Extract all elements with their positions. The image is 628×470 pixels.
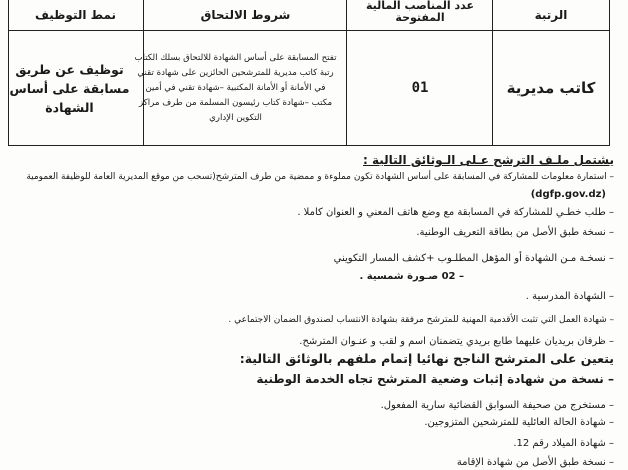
list-item: (dgfp.gov.dz) — [530, 189, 606, 200]
list-item: – الشهادة المدرسية . — [525, 291, 614, 302]
winner-heading: يتعين على المترشح الناجح نهائيا إتمام ملفهم بالوثائق التالية: — [239, 351, 614, 366]
cell-positions: 01 — [411, 80, 429, 96]
list-item: – نسخـة مـن الشهادة أو المؤهل المطلـوب +كشف المسار التكويني — [333, 253, 614, 264]
documents-heading: يشتمل ملـف الترشح عـلى الـوثائق التالية : — [362, 153, 614, 167]
header-rank: الرتبة — [534, 7, 568, 22]
list-item: – مستخرج من صحيفة السوابق القضائية سارية المفعول. — [380, 400, 614, 411]
list-item: – نسخة طبق الأصل من شهادة الإقامة — [456, 457, 614, 468]
cell-rank: كاتب مديرية — [506, 79, 596, 97]
list-item: – شهادة الميلاد رقم 12. — [513, 438, 614, 449]
list-item: – 02 صـورة شمسية . — [359, 271, 464, 282]
header-mode: نمط التوظيف — [34, 7, 117, 22]
header-conditions: شروط الالتحاق — [200, 7, 291, 22]
list-item: – استمارة معلومات للمشاركة في المسابقة على أساس الشهادة تكون مملوءة و ممضية من طرف المترشح(تسحب من موقع المديرية العامة للوظيفة العمومية — [26, 172, 614, 182]
list-item: – نسخة من شهادة إثبات وضعية المترشح تجاه الخدمة الوطنية — [256, 372, 614, 386]
list-item: – شهادة العمل التي تثبت الأقدمية المهنية للمترشح مرفقة بشهادة الانتساب لصندوق الضمان الاجتماعي . — [228, 315, 614, 325]
cell-conditions: تفتح المسابقة على أساس الشهادة للالتحاق بسلك الكتاب رتبة كاتب مديرية للمترشحين الحائزين على شهادة تقني في الأمانة أو الأمانة المكتبية –شهادة تقني في أمين مكتب –شهادة كتاب رئيسون المسلمة من طرف مراكز التكوين الإداري — [134, 52, 337, 123]
list-item: – نسخة طبق الأصل من بطاقة التعريف الوطنية. — [416, 227, 614, 238]
list-item: – ظرفان بريديان عليهما طابع بريدي يتضمنان اسم و لقب و عنـوان المترشح. — [299, 336, 614, 347]
positions-table — [8, 0, 610, 146]
list-item: – طلب خطـي للمشاركة في المسابقة مع وضع هاتف المعني و العنوان كاملا . — [297, 207, 614, 218]
cell-mode: توظيف عن طريق مسابقة على أساس الشهادة — [9, 61, 130, 115]
header-positions: عدد المناصب المالية المفتوحة — [365, 0, 475, 24]
list-item: – شهادة الحالة العائلية للمترشحين المتزوجين. — [424, 417, 614, 428]
